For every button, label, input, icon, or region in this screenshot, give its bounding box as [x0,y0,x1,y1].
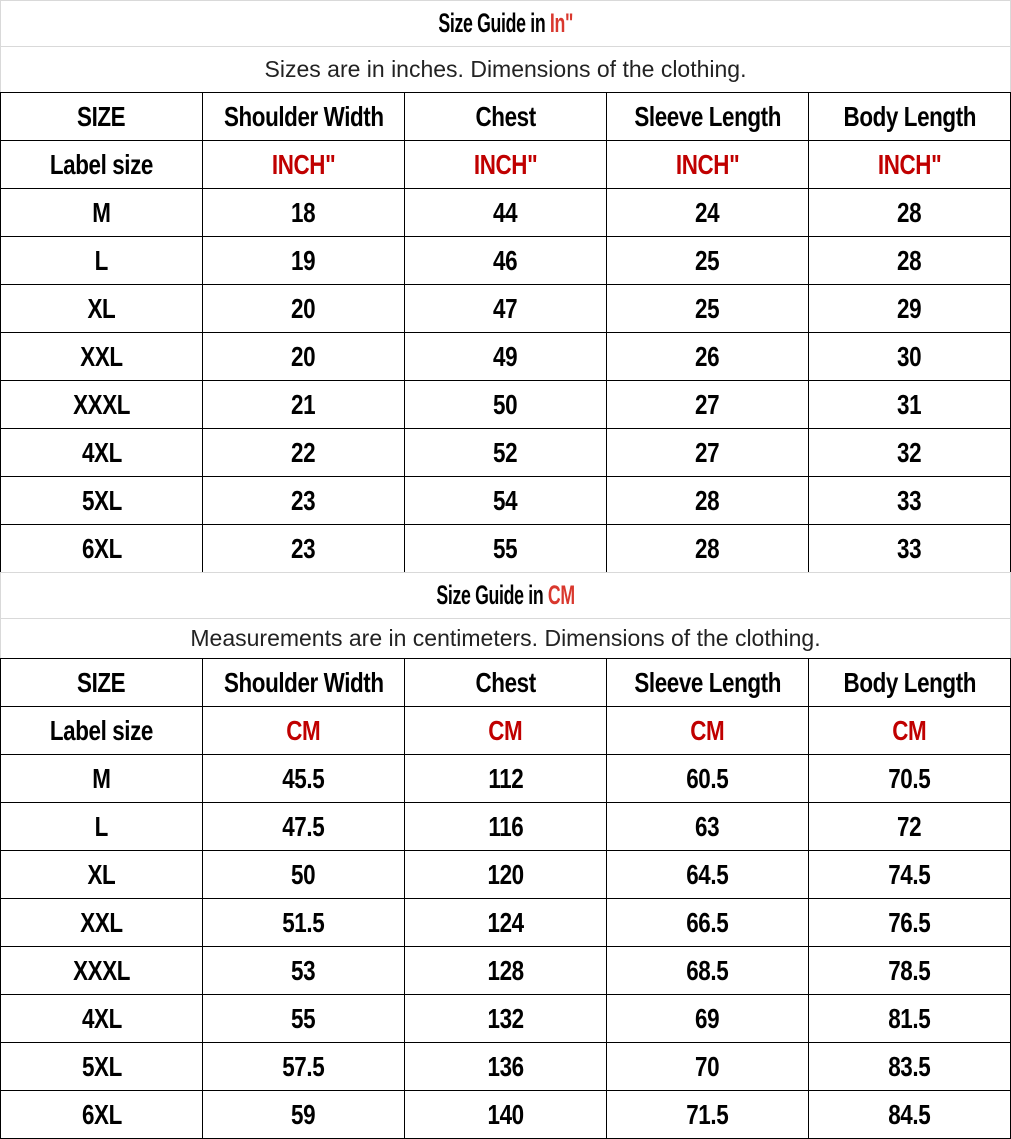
unit-label: CM [488,714,523,746]
size-cell [1,381,203,429]
column-header-label: SIZE [77,100,126,132]
measurement-value: 19 [291,244,316,276]
measurement-value: 52 [493,436,518,468]
size-cell [1,237,203,285]
measurement-value: 128 [487,954,524,986]
column-header [203,659,405,707]
measurement-value: 70.5 [888,762,931,794]
measurement-value: 84.5 [888,1098,931,1130]
guide-title [91,573,919,619]
column-header [809,93,1011,141]
measurement-cell [607,429,809,477]
table-row [1,1043,1011,1091]
cm_guide-description-row [1,619,1011,659]
measurement-value: 33 [897,532,922,564]
measurement-value: 57.5 [282,1050,325,1082]
measurement-value: 136 [487,1050,524,1082]
measurement-cell [203,285,405,333]
column-header-label: Sleeve Length [634,666,781,698]
size-label: XXXL [73,388,130,420]
cm_guide-table [0,572,1011,1139]
size-label: XL [87,292,116,324]
size-cell [1,477,203,525]
unit-row [1,707,1011,755]
column-header [405,659,607,707]
measurement-cell [405,477,607,525]
measurement-cell [405,755,607,803]
size-label: 4XL [81,1002,122,1034]
column-header [203,93,405,141]
measurement-value: 68.5 [686,954,729,986]
measurement-value: 120 [487,858,524,890]
measurement-cell [405,947,607,995]
table-row [1,477,1011,525]
measurement-cell [607,189,809,237]
measurement-cell [203,755,405,803]
header-row [1,659,1011,707]
size-label: 6XL [81,532,122,564]
measurement-cell [203,525,405,573]
measurement-value: 33 [897,484,922,516]
table-row [1,381,1011,429]
measurement-value: 49 [493,340,518,372]
table-row [1,429,1011,477]
measurement-cell [607,1091,809,1139]
measurement-value: 21 [291,388,316,420]
measurement-value: 55 [291,1002,316,1034]
table-row [1,1091,1011,1139]
measurement-cell [405,525,607,573]
measurement-cell [203,333,405,381]
unit-cell [405,141,607,189]
measurement-cell [405,429,607,477]
measurement-cell [607,755,809,803]
measurement-value: 23 [291,484,316,516]
measurement-cell [809,899,1011,947]
guide-title-unit: In" [549,8,573,38]
measurement-value: 64.5 [686,858,729,890]
measurement-cell [809,803,1011,851]
measurement-value: 20 [291,292,316,324]
measurement-value: 28 [695,532,720,564]
measurement-value: 29 [897,292,922,324]
measurement-cell [607,947,809,995]
measurement-value: 28 [897,196,922,228]
size-cell [1,429,203,477]
table-row [1,947,1011,995]
measurement-cell [607,237,809,285]
measurement-cell [809,237,1011,285]
column-header [809,659,1011,707]
measurement-cell [405,851,607,899]
column-header-label: Shoulder Width [223,666,384,698]
measurement-cell [809,189,1011,237]
label-size-text: Label size [49,714,154,746]
size-cell [1,851,203,899]
guide-description: Measurements are in centimeters. Dimensions of the clothing. [1,619,1011,659]
measurement-cell [405,333,607,381]
measurement-value: 112 [488,762,523,794]
measurement-cell [405,1091,607,1139]
measurement-value: 28 [695,484,720,516]
size-cell [1,285,203,333]
measurement-value: 44 [493,196,518,228]
measurement-value: 132 [487,1002,524,1034]
measurement-value: 31 [897,388,922,420]
unit-cell [203,707,405,755]
table-row [1,899,1011,947]
column-header-label: SIZE [77,666,126,698]
measurement-cell [607,285,809,333]
size-label: XXL [80,340,123,372]
measurement-cell [809,851,1011,899]
measurement-cell [203,995,405,1043]
unit-cell [607,141,809,189]
measurement-value: 28 [897,244,922,276]
measurement-value: 27 [695,388,720,420]
unit-cell [607,707,809,755]
table-row [1,237,1011,285]
measurement-cell [809,285,1011,333]
measurement-value: 46 [493,244,518,276]
measurement-value: 47 [493,292,518,324]
unit-cell [809,141,1011,189]
measurement-value: 30 [897,340,922,372]
guide-title-text [438,8,573,39]
measurement-cell [607,1043,809,1091]
measurement-value: 54 [493,484,518,516]
size-cell [1,947,203,995]
measurement-cell [809,947,1011,995]
measurement-cell [203,429,405,477]
measurement-value: 24 [695,196,720,228]
header-row [1,93,1011,141]
unit-cell [203,141,405,189]
label-size-text: Label size [49,148,154,180]
size-label: XL [87,858,116,890]
measurement-cell [203,899,405,947]
unit-label: INCH" [473,148,538,180]
table-row [1,285,1011,333]
measurement-value: 59 [291,1098,316,1130]
size-label: XXXL [73,954,130,986]
measurement-value: 66.5 [686,906,729,938]
size-cell [1,189,203,237]
size-label: 5XL [81,484,122,516]
measurement-cell [809,1091,1011,1139]
size-cell [1,525,203,573]
guide-description: Sizes are in inches. Dimensions of the clothing. [1,47,1011,93]
measurement-value: 23 [291,532,316,564]
inch_guide-title-row [1,1,1011,47]
measurement-cell [809,995,1011,1043]
measurement-value: 69 [695,1002,720,1034]
measurement-cell [607,525,809,573]
unit-label: INCH" [271,148,336,180]
measurement-cell [405,381,607,429]
measurement-cell [405,899,607,947]
measurement-cell [203,1091,405,1139]
column-header-label: Sleeve Length [634,100,781,132]
measurement-cell [809,333,1011,381]
table-row [1,851,1011,899]
measurement-cell [607,803,809,851]
unit-cell [405,707,607,755]
size-cell [1,899,203,947]
label-size-cell [1,141,203,189]
unit-label: CM [690,714,725,746]
measurement-cell [809,755,1011,803]
measurement-value: 70 [695,1050,720,1082]
size-label: M [92,762,111,794]
size-cell [1,755,203,803]
measurement-cell [405,285,607,333]
table-row [1,995,1011,1043]
measurement-value: 45.5 [282,762,325,794]
measurement-value: 124 [487,906,524,938]
guide-title [91,1,919,47]
measurement-cell [809,1043,1011,1091]
measurement-value: 47.5 [282,810,325,842]
column-header [607,659,809,707]
measurement-value: 63 [695,810,720,842]
measurement-value: 50 [291,858,316,890]
unit-label: INCH" [675,148,740,180]
measurement-value: 140 [487,1098,524,1130]
unit-row [1,141,1011,189]
column-header [405,93,607,141]
measurement-cell [203,477,405,525]
cm_guide-title-row [1,573,1011,619]
table-row [1,755,1011,803]
guide-title-unit: CM [547,580,575,610]
measurement-value: 116 [488,810,523,842]
column-header-label: Shoulder Width [223,100,384,132]
size-label: XXL [80,906,123,938]
measurement-value: 76.5 [888,906,931,938]
measurement-cell [607,899,809,947]
size-label: 6XL [81,1098,122,1130]
size-cell [1,333,203,381]
measurement-cell [405,237,607,285]
size-cell [1,803,203,851]
size-cell [1,1091,203,1139]
size-label: L [94,244,109,276]
measurement-value: 18 [291,196,316,228]
measurement-cell [607,995,809,1043]
table-row [1,525,1011,573]
unit-label: CM [892,714,927,746]
measurement-cell [405,189,607,237]
measurement-cell [405,1043,607,1091]
size-label: L [94,810,109,842]
size-label: 4XL [81,436,122,468]
size-label: M [92,196,111,228]
measurement-cell [203,1043,405,1091]
measurement-cell [203,851,405,899]
column-header [607,93,809,141]
measurement-value: 55 [493,532,518,564]
measurement-value: 50 [493,388,518,420]
measurement-cell [203,947,405,995]
column-header-label: Chest [475,666,536,698]
measurement-value: 53 [291,954,316,986]
measurement-value: 81.5 [888,1002,931,1034]
measurement-cell [203,189,405,237]
measurement-value: 32 [897,436,922,468]
column-header-label: Chest [475,100,536,132]
measurement-cell [405,995,607,1043]
measurement-cell [607,333,809,381]
measurement-cell [203,237,405,285]
table-row [1,189,1011,237]
measurement-cell [809,525,1011,573]
measurement-value: 25 [695,244,720,276]
size-cell [1,1043,203,1091]
table-row [1,333,1011,381]
measurement-value: 83.5 [888,1050,931,1082]
unit-label: CM [286,714,321,746]
size-cell [1,995,203,1043]
measurement-value: 51.5 [282,906,325,938]
unit-cell [809,707,1011,755]
guide-title-prefix: Size Guide in [436,580,548,610]
measurement-value: 78.5 [888,954,931,986]
measurement-cell [809,477,1011,525]
column-header [1,93,203,141]
guide-title-text [436,580,574,611]
column-header-label: Body Length [843,666,976,698]
label-size-cell [1,707,203,755]
measurement-value: 71.5 [686,1098,729,1130]
measurement-cell [607,851,809,899]
measurement-value: 74.5 [888,858,931,890]
column-header-label: Body Length [843,100,976,132]
measurement-value: 20 [291,340,316,372]
measurement-value: 72 [897,810,922,842]
measurement-cell [405,803,607,851]
measurement-cell [203,803,405,851]
measurement-value: 25 [695,292,720,324]
measurement-cell [607,477,809,525]
unit-label: INCH" [877,148,942,180]
measurement-cell [809,429,1011,477]
measurement-cell [809,381,1011,429]
measurement-cell [203,381,405,429]
size-label: 5XL [81,1050,122,1082]
inch_guide-description-row [1,47,1011,93]
measurement-value: 27 [695,436,720,468]
measurement-value: 22 [291,436,316,468]
measurement-value: 26 [695,340,720,372]
guide-title-prefix: Size Guide in [438,8,550,38]
table-row [1,803,1011,851]
measurement-cell [607,381,809,429]
measurement-value: 60.5 [686,762,729,794]
column-header [1,659,203,707]
